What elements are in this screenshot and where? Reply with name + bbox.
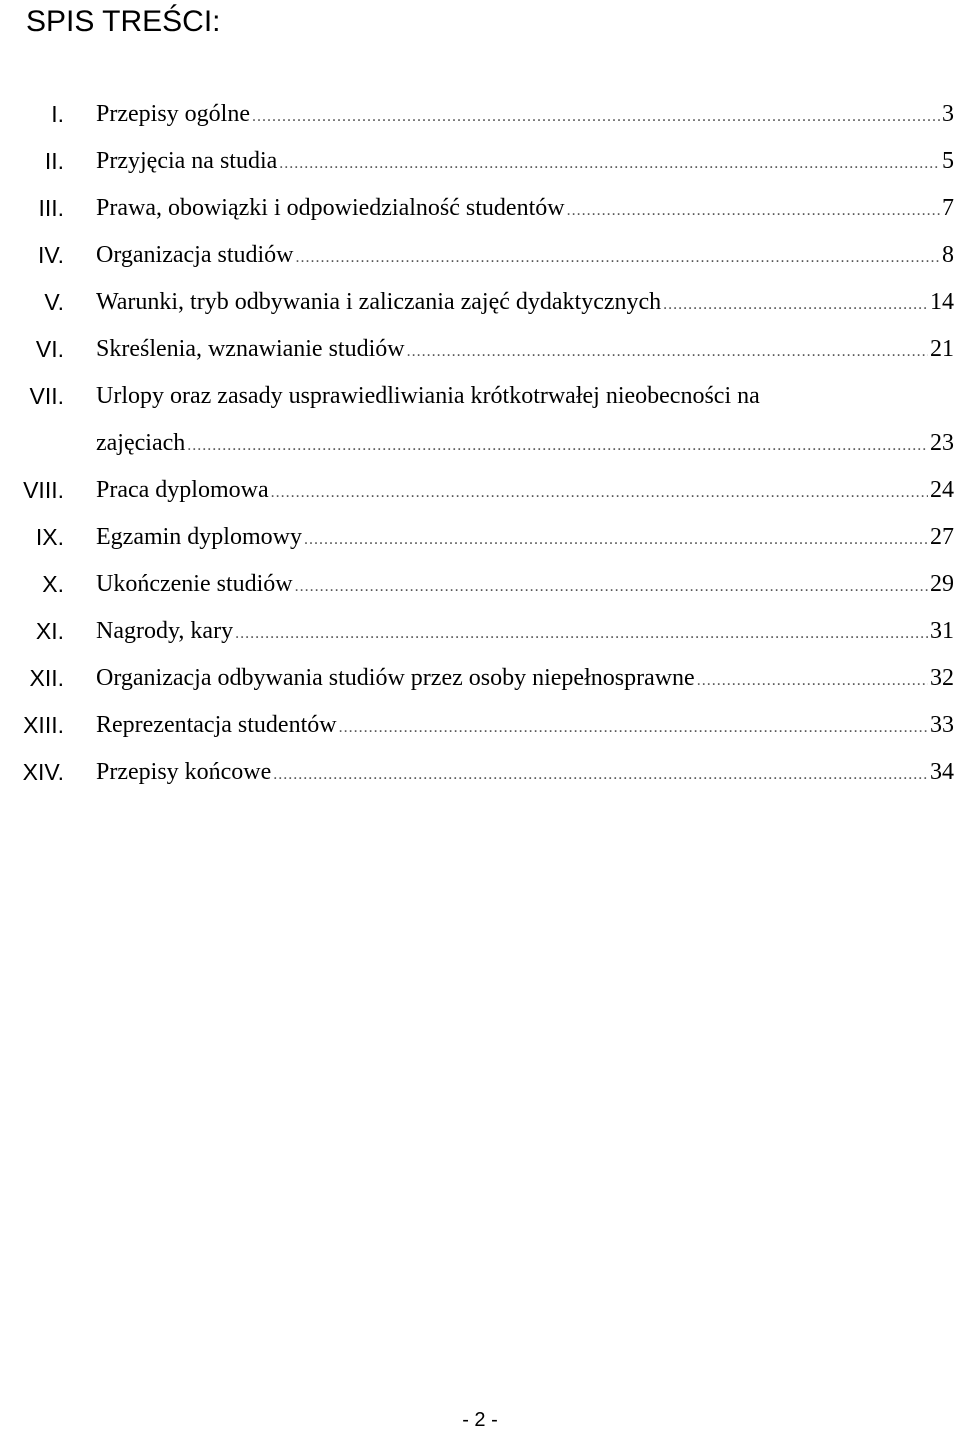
toc-entry-number: VIII. bbox=[23, 477, 64, 503]
toc-entry-title: Przyjęcia na studia bbox=[96, 148, 278, 174]
toc-entry-title: Warunki, tryb odbywania i zaliczania zajęć dydaktycznych bbox=[96, 289, 662, 315]
toc-leader-dots bbox=[697, 657, 928, 704]
toc-entry bbox=[0, 561, 960, 608]
toc-entry-number: IX. bbox=[35, 524, 64, 550]
toc-entry-page: 5 bbox=[942, 148, 954, 174]
toc-leader-dots bbox=[187, 422, 928, 469]
page-title: SPIS TREŚCI: bbox=[26, 5, 221, 38]
toc-entry-number: V. bbox=[44, 289, 64, 315]
toc-entry bbox=[0, 279, 960, 326]
toc-entry bbox=[0, 373, 960, 467]
toc-leader-dots bbox=[339, 704, 928, 751]
toc-entry-number: XII. bbox=[29, 665, 64, 691]
toc-entry-page: 31 bbox=[930, 618, 954, 644]
toc-entry-page: 8 bbox=[942, 242, 954, 268]
toc-leader-dots bbox=[295, 563, 928, 610]
toc-entry-page: 7 bbox=[942, 195, 954, 221]
toc-entry-number: XIII. bbox=[23, 712, 64, 738]
toc-entry-page: 23 bbox=[930, 430, 954, 456]
toc-entry bbox=[0, 655, 960, 702]
toc-entry bbox=[0, 467, 960, 514]
toc-entry-title-continued: zajęciach bbox=[96, 430, 186, 456]
toc-leader-dots bbox=[304, 516, 928, 563]
toc-entry-page: 32 bbox=[930, 665, 954, 691]
toc-entry-page: 3 bbox=[942, 101, 954, 127]
toc-entry-number: I. bbox=[51, 101, 64, 127]
toc-entry-number: XIV. bbox=[22, 759, 64, 785]
toc-entry-number: XI. bbox=[35, 618, 64, 644]
toc-entry-number: III. bbox=[38, 195, 64, 221]
toc-entry bbox=[0, 608, 960, 655]
toc-leader-dots bbox=[663, 281, 928, 328]
toc-entry bbox=[0, 749, 960, 796]
toc-leader-dots bbox=[296, 234, 941, 281]
toc-entry-title: Przepisy końcowe bbox=[96, 759, 272, 785]
toc-entry-title: Organizacja studiów bbox=[96, 242, 294, 268]
toc-entry-title: Reprezentacja studentów bbox=[96, 712, 337, 738]
toc-entry-page: 33 bbox=[930, 712, 954, 738]
toc-entry-page: 21 bbox=[930, 336, 954, 362]
toc-entry-page: 27 bbox=[930, 524, 954, 550]
toc-entry-number: IV. bbox=[37, 242, 64, 268]
toc-entry-title: Ukończenie studiów bbox=[96, 571, 293, 597]
toc-entry-page: 29 bbox=[930, 571, 954, 597]
toc-entry bbox=[0, 514, 960, 561]
toc-entry bbox=[0, 232, 960, 279]
toc-leader-dots bbox=[273, 751, 928, 798]
page-number: - 2 - bbox=[462, 1409, 498, 1431]
toc-entry bbox=[0, 326, 960, 373]
toc-entry-title: Nagrody, kary bbox=[96, 618, 234, 644]
table-of-contents bbox=[0, 91, 960, 796]
toc-entry-title: Prawa, obowiązki i odpowiedzialność studentów bbox=[96, 195, 565, 221]
toc-entry-number: II. bbox=[44, 148, 64, 174]
toc-entry-number: VII. bbox=[29, 383, 64, 409]
toc-leader-dots bbox=[252, 93, 940, 140]
toc-entry-title: Egzamin dyplomowy bbox=[96, 524, 302, 550]
toc-entry-title: Przepisy ogólne bbox=[96, 101, 250, 127]
toc-entry-title: Urlopy oraz zasady usprawiedliwiania krótkotrwałej nieobecności na bbox=[96, 383, 760, 409]
toc-leader-dots bbox=[567, 187, 940, 234]
toc-entry-title: Praca dyplomowa bbox=[96, 477, 269, 503]
toc-entry bbox=[0, 185, 960, 232]
toc-entry-page: 14 bbox=[930, 289, 954, 315]
toc-leader-dots bbox=[271, 469, 928, 516]
toc-entry-title: Skreślenia, wznawianie studiów bbox=[96, 336, 405, 362]
toc-entry bbox=[0, 138, 960, 185]
toc-leader-dots bbox=[235, 610, 928, 657]
toc-entry-number: VI. bbox=[35, 336, 64, 362]
toc-leader-dots bbox=[407, 328, 928, 375]
toc-entry-page: 24 bbox=[930, 477, 954, 503]
toc-entry-title: Organizacja odbywania studiów przez osoby niepełnosprawne bbox=[96, 665, 695, 691]
toc-entry-page: 34 bbox=[930, 759, 954, 785]
toc-leader-dots bbox=[279, 140, 940, 187]
toc-entry-number: X. bbox=[42, 571, 64, 597]
toc-entry bbox=[0, 702, 960, 749]
toc-entry bbox=[0, 91, 960, 138]
